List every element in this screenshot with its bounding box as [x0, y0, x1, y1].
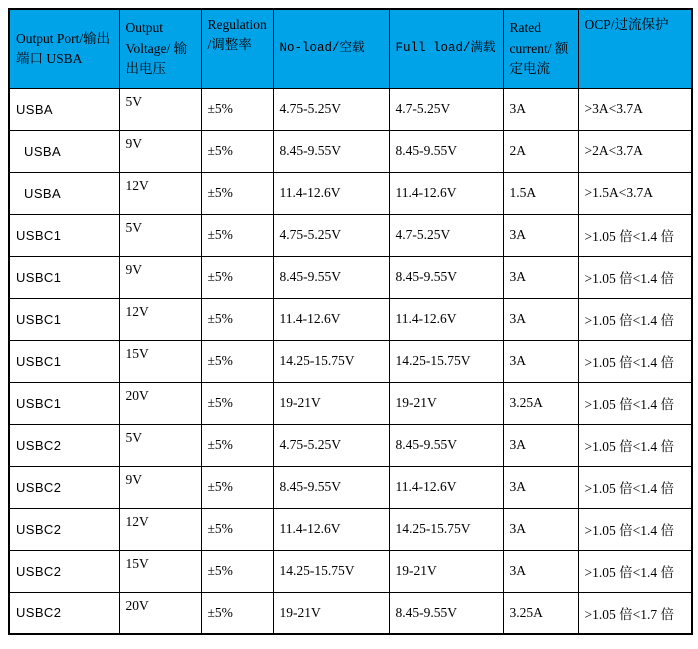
table-row — [9, 424, 692, 466]
cell-rated-current: 3A — [503, 88, 578, 130]
cell-full-load: 8.45-9.55V — [389, 130, 503, 172]
cell-no-load: 19-21V — [273, 592, 389, 634]
cell-output-voltage: 12V — [119, 172, 201, 214]
cell-no-load: 14.25-15.75V — [273, 340, 389, 382]
cell-rated-current: 3A — [503, 550, 578, 592]
cell-ocp: >1.5A<3.7A — [578, 172, 692, 214]
cell-output-voltage: 9V — [119, 466, 201, 508]
table-body — [9, 88, 692, 634]
cell-full-load: 11.4-12.6V — [389, 298, 503, 340]
header-no-load: No-load/空载 — [273, 9, 389, 88]
cell-ocp: >1.05 倍<1.4 倍 — [578, 508, 692, 550]
cell-output-port: USBC2 — [9, 550, 119, 592]
cell-ocp: >1.05 倍<1.4 倍 — [578, 298, 692, 340]
cell-full-load: 11.4-12.6V — [389, 172, 503, 214]
cell-output-voltage: 15V — [119, 550, 201, 592]
cell-full-load: 19-21V — [389, 382, 503, 424]
cell-no-load: 8.45-9.55V — [273, 256, 389, 298]
cell-output-port: USBA — [9, 130, 119, 172]
cell-full-load: 4.7-5.25V — [389, 214, 503, 256]
header-row — [9, 9, 692, 88]
cell-rated-current: 3A — [503, 214, 578, 256]
cell-full-load: 14.25-15.75V — [389, 340, 503, 382]
cell-no-load: 8.45-9.55V — [273, 130, 389, 172]
cell-full-load: 19-21V — [389, 550, 503, 592]
cell-rated-current: 3A — [503, 256, 578, 298]
cell-output-voltage: 9V — [119, 130, 201, 172]
cell-regulation: ±5% — [201, 172, 273, 214]
cell-rated-current: 2A — [503, 130, 578, 172]
cell-no-load: 8.45-9.55V — [273, 466, 389, 508]
cell-no-load: 4.75-5.25V — [273, 424, 389, 466]
table-row — [9, 340, 692, 382]
cell-ocp: >2A<3.7A — [578, 130, 692, 172]
table-row — [9, 550, 692, 592]
cell-output-port: USBC2 — [9, 508, 119, 550]
table-row — [9, 214, 692, 256]
cell-regulation: ±5% — [201, 550, 273, 592]
cell-ocp: >1.05 倍<1.7 倍 — [578, 592, 692, 634]
cell-no-load: 11.4-12.6V — [273, 172, 389, 214]
cell-output-port: USBC2 — [9, 466, 119, 508]
cell-full-load: 8.45-9.55V — [389, 592, 503, 634]
cell-output-voltage: 5V — [119, 88, 201, 130]
cell-ocp: >1.05 倍<1.4 倍 — [578, 550, 692, 592]
header-ocp: OCP/过流保护 — [578, 9, 692, 88]
cell-regulation: ±5% — [201, 424, 273, 466]
cell-output-port: USBC2 — [9, 424, 119, 466]
cell-regulation: ±5% — [201, 256, 273, 298]
header-full-load: Full load/满载 — [389, 9, 503, 88]
cell-output-port: USBA — [9, 172, 119, 214]
cell-full-load: 4.7-5.25V — [389, 88, 503, 130]
cell-ocp: >3A<3.7A — [578, 88, 692, 130]
table-row — [9, 298, 692, 340]
cell-regulation: ±5% — [201, 382, 273, 424]
header-regulation: Regulation/调整率 — [201, 9, 273, 88]
cell-rated-current: 3A — [503, 298, 578, 340]
cell-output-port: USBC1 — [9, 382, 119, 424]
cell-output-port: USBC1 — [9, 340, 119, 382]
cell-output-port: USBC2 — [9, 592, 119, 634]
cell-output-voltage: 12V — [119, 298, 201, 340]
cell-no-load: 11.4-12.6V — [273, 508, 389, 550]
table-row — [9, 130, 692, 172]
cell-rated-current: 3A — [503, 340, 578, 382]
cell-full-load: 8.45-9.55V — [389, 424, 503, 466]
table-row — [9, 508, 692, 550]
cell-output-voltage: 20V — [119, 382, 201, 424]
cell-output-voltage: 20V — [119, 592, 201, 634]
cell-output-voltage: 15V — [119, 340, 201, 382]
cell-ocp: >1.05 倍<1.4 倍 — [578, 424, 692, 466]
cell-output-voltage: 12V — [119, 508, 201, 550]
cell-full-load: 11.4-12.6V — [389, 466, 503, 508]
cell-no-load: 4.75-5.25V — [273, 88, 389, 130]
header-output-port: Output Port/输出端口 USBA — [9, 9, 119, 88]
cell-output-port: USBC1 — [9, 298, 119, 340]
cell-rated-current: 1.5A — [503, 172, 578, 214]
cell-rated-current: 3A — [503, 508, 578, 550]
cell-no-load: 11.4-12.6V — [273, 298, 389, 340]
table-row — [9, 256, 692, 298]
cell-rated-current: 3.25A — [503, 592, 578, 634]
header-output-voltage: Output Voltage/ 输出电压 — [119, 9, 201, 88]
cell-regulation: ±5% — [201, 130, 273, 172]
cell-regulation: ±5% — [201, 592, 273, 634]
cell-ocp: >1.05 倍<1.4 倍 — [578, 382, 692, 424]
cell-regulation: ±5% — [201, 298, 273, 340]
cell-regulation: ±5% — [201, 508, 273, 550]
header-rated-current: Rated current/ 额定电流 — [503, 9, 578, 88]
cell-full-load: 14.25-15.75V — [389, 508, 503, 550]
table-row — [9, 466, 692, 508]
cell-no-load: 14.25-15.75V — [273, 550, 389, 592]
cell-regulation: ±5% — [201, 88, 273, 130]
cell-regulation: ±5% — [201, 214, 273, 256]
cell-output-port: USBC1 — [9, 214, 119, 256]
cell-no-load: 4.75-5.25V — [273, 214, 389, 256]
cell-output-voltage: 5V — [119, 214, 201, 256]
cell-regulation: ±5% — [201, 340, 273, 382]
cell-regulation: ±5% — [201, 466, 273, 508]
cell-output-voltage: 5V — [119, 424, 201, 466]
cell-ocp: >1.05 倍<1.4 倍 — [578, 214, 692, 256]
cell-rated-current: 3A — [503, 424, 578, 466]
cell-rated-current: 3A — [503, 466, 578, 508]
table-row — [9, 382, 692, 424]
cell-output-port: USBC1 — [9, 256, 119, 298]
table-row — [9, 592, 692, 634]
power-spec-table — [8, 8, 693, 635]
cell-ocp: >1.05 倍<1.4 倍 — [578, 256, 692, 298]
cell-ocp: >1.05 倍<1.4 倍 — [578, 340, 692, 382]
cell-full-load: 8.45-9.55V — [389, 256, 503, 298]
cell-ocp: >1.05 倍<1.4 倍 — [578, 466, 692, 508]
table-row — [9, 88, 692, 130]
cell-output-port: USBA — [9, 88, 119, 130]
cell-no-load: 19-21V — [273, 382, 389, 424]
cell-rated-current: 3.25A — [503, 382, 578, 424]
table-row — [9, 172, 692, 214]
cell-output-voltage: 9V — [119, 256, 201, 298]
